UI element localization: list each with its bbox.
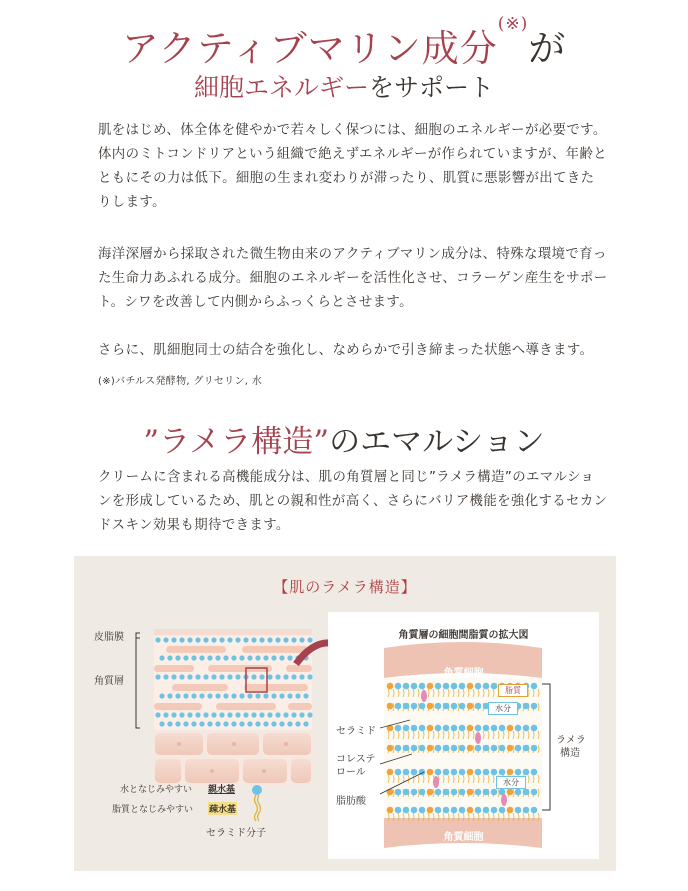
zoom-view — [328, 612, 599, 859]
lipid-dot — [279, 655, 284, 660]
cholesterol-molecule — [433, 776, 439, 788]
lipid-head — [387, 683, 394, 690]
skin-illustration — [74, 556, 328, 871]
lipid-head — [451, 807, 458, 814]
lipid-head — [443, 683, 450, 690]
lipid-head — [475, 703, 482, 710]
lipid-dot — [275, 674, 280, 679]
lipid-head — [435, 789, 442, 796]
zoom-title: 角質層の細胞間脂質の拡大図 — [398, 630, 529, 641]
lipid-head — [515, 725, 522, 732]
lipid-head — [451, 683, 458, 690]
lipid-dot — [259, 637, 264, 642]
lipid-dot — [219, 712, 224, 717]
lipid-head — [491, 683, 498, 690]
lipid-dot — [259, 712, 264, 717]
lipid-head — [523, 745, 530, 752]
lipid-dot — [231, 721, 236, 726]
cholesterol-molecule — [421, 690, 427, 702]
lipid-dot — [243, 712, 248, 717]
lipid-dot — [267, 637, 272, 642]
lipid-dot — [267, 674, 272, 679]
lipid-head — [523, 703, 530, 710]
lipid-head — [411, 683, 418, 690]
lipid-dot — [271, 721, 276, 726]
lipid-dot — [255, 655, 260, 660]
lipid-head — [467, 745, 474, 752]
label-cholesterol-2: ロール — [336, 767, 366, 778]
lipid-head — [523, 789, 530, 796]
lipid-dot — [235, 674, 240, 679]
diagram-title: 【肌のラメラ構造】 — [273, 578, 417, 596]
lipid-head — [507, 745, 514, 752]
lipid-dot — [191, 721, 196, 726]
lipid-dot — [191, 693, 196, 698]
lipid-dot — [211, 712, 216, 717]
lipid-head — [459, 745, 466, 752]
lipid-head — [411, 807, 418, 814]
title-main: アクティブマリン成分 — [121, 27, 498, 70]
lipid-head — [531, 789, 538, 796]
lipid-head — [427, 807, 434, 814]
lipid-head — [451, 703, 458, 710]
label-sebum: 皮脂膜 — [94, 632, 124, 643]
lipid-dot — [259, 674, 264, 679]
lipid-head — [459, 725, 466, 732]
lipid-head — [483, 725, 490, 732]
lipid-dot — [175, 655, 180, 660]
paragraph-1: 肌をはじめ、体全体を健やかで若々しく保つには、細胞のエネルギーが必要です。体内のミトコンドリアという組織で絶えずエネルギーが作られていますが、年齢とともにその力は低下。細胞の生まれ変わりが滞ったり、肌質に悪影響が出てきたりします。 — [98, 123, 608, 210]
lipid-head — [419, 683, 426, 690]
lipid-dot — [187, 637, 192, 642]
lipid-dot — [159, 721, 164, 726]
legend-hydrophobic-tag: 疎水基 — [208, 802, 237, 815]
lipid-dot — [279, 721, 284, 726]
lipid-dot — [227, 637, 232, 642]
footnote: (※)バチルス発酵物, グリセリン, 水 — [98, 376, 262, 387]
section2-title — [0, 416, 688, 461]
lipid-head — [515, 789, 522, 796]
lipid-dot — [171, 712, 176, 717]
lipid-head — [531, 769, 538, 776]
label-ceramide: セラミド — [336, 726, 376, 737]
lipid-dot — [167, 693, 172, 698]
lipid-head — [395, 745, 402, 752]
lipid-dot — [223, 693, 228, 698]
lipid-head — [531, 725, 538, 732]
lipid-dot — [167, 655, 172, 660]
lipid-head — [451, 725, 458, 732]
section2-title-highlight: ”ラメラ構造” — [143, 424, 330, 460]
lipid-dot — [215, 721, 220, 726]
lipid-dot — [159, 693, 164, 698]
label-fatty-acid: 脂肪酸 — [336, 796, 366, 807]
lipid-dot — [175, 693, 180, 698]
lipid-head — [483, 789, 490, 796]
lipid-head — [467, 789, 474, 796]
lipid-head — [475, 745, 482, 752]
lipid-head — [435, 725, 442, 732]
lipid-dot — [183, 721, 188, 726]
lipid-head — [531, 745, 538, 752]
lipid-head — [475, 725, 482, 732]
lipid-head — [507, 769, 514, 776]
lipid-head — [403, 807, 410, 814]
lipid-dot — [291, 712, 296, 717]
lipid-dot — [211, 674, 216, 679]
lipid-dot — [199, 693, 204, 698]
section1-title — [0, 14, 688, 72]
lipid-dot — [303, 721, 308, 726]
lipid-dot — [239, 693, 244, 698]
label-stratum: 角質層 — [94, 676, 124, 687]
lipid-dot — [207, 693, 212, 698]
lipid-head — [531, 703, 538, 710]
lipid-head — [531, 683, 538, 690]
lipid-head — [395, 789, 402, 796]
cell-bottom-label: 角質細胞 — [443, 832, 484, 843]
lipid-dot — [163, 637, 168, 642]
lipid-head — [435, 745, 442, 752]
lipid-dot — [195, 637, 200, 642]
lipid-head — [435, 807, 442, 814]
lipid-head — [419, 745, 426, 752]
lipid-head — [499, 769, 506, 776]
lipid-dot — [163, 712, 168, 717]
lipid-head — [435, 703, 442, 710]
lipid-head — [427, 769, 434, 776]
lipid-dot — [215, 693, 220, 698]
lipid-head — [403, 725, 410, 732]
lipid-head — [443, 807, 450, 814]
lipid-head — [459, 789, 466, 796]
lipid-head — [483, 683, 490, 690]
lipid-head — [387, 745, 394, 752]
lipid-dot — [167, 721, 172, 726]
lipid-head — [491, 769, 498, 776]
section1-subtitle — [0, 68, 688, 104]
title-footnote-mark: (※) — [497, 14, 529, 34]
lipid-dot — [263, 721, 268, 726]
lipid-dot — [291, 674, 296, 679]
lipid-dot — [219, 637, 224, 642]
lipid-head — [395, 725, 402, 732]
lipid-dot — [267, 712, 272, 717]
label-cholesterol-1: コレステ — [336, 754, 376, 765]
lipid-head — [451, 789, 458, 796]
lipid-dot — [227, 712, 232, 717]
stratum-bracket — [136, 638, 140, 728]
lipid-head — [459, 807, 466, 814]
lipid-head — [499, 807, 506, 814]
lipid-dot — [239, 721, 244, 726]
legend-water-text: 水となじみやすい — [120, 785, 193, 795]
lipid-head — [459, 683, 466, 690]
lipid-dot — [199, 721, 204, 726]
lipid-dot — [247, 655, 252, 660]
lipid-head — [387, 807, 394, 814]
lipid-dot — [215, 655, 220, 660]
lipid-dot — [203, 674, 208, 679]
lipid-head — [523, 769, 530, 776]
lipid-dot — [211, 637, 216, 642]
lipid-head — [451, 769, 458, 776]
paragraph-2: 海洋深層から採取された微生物由来のアクティブマリン成分は、特殊な環境で育った生命力あふれる成分。細胞のエネルギーを活性化させ、コラーゲン産生をサポート。シワを改善して内側からふっくらとさせます。 — [98, 247, 608, 310]
lipid-dot — [299, 712, 304, 717]
lipid-dot — [303, 693, 308, 698]
lipid-head — [403, 745, 410, 752]
lipid-head — [411, 725, 418, 732]
lipid-dot — [199, 655, 204, 660]
lipid-head — [395, 703, 402, 710]
lipid-dot — [295, 693, 300, 698]
lipid-head — [475, 789, 482, 796]
lipid-dot — [291, 637, 296, 642]
tag-lipid-1: 脂質 — [498, 684, 528, 697]
lipid-dot — [223, 655, 228, 660]
lipid-head — [387, 789, 394, 796]
paragraph-4: クリームに含まれる高機能成分は、肌の角質層と同じ”ラメラ構造”のエマルションを形成しているため、肌との親和性が高く、さらにバリア機能を強化するセカンドスキン効果も期待できます。 — [98, 470, 608, 533]
lipid-head — [419, 703, 426, 710]
lipid-head — [515, 769, 522, 776]
lipid-head — [403, 789, 410, 796]
lipid-dot — [287, 693, 292, 698]
lipid-dot — [283, 637, 288, 642]
subtitle-highlight: 細胞エネルギー — [193, 73, 369, 102]
lipid-dot — [307, 674, 312, 679]
lipid-head — [491, 807, 498, 814]
lipid-dot — [299, 674, 304, 679]
lipid-head — [435, 683, 442, 690]
lipid-head — [499, 725, 506, 732]
lipid-head — [467, 807, 474, 814]
lipid-dot — [295, 721, 300, 726]
lipid-dot — [227, 674, 232, 679]
lipid-dot — [231, 693, 236, 698]
lipid-head — [467, 703, 474, 710]
lipid-head — [491, 725, 498, 732]
lipid-head — [411, 789, 418, 796]
lipid-dot — [239, 655, 244, 660]
lipid-dot — [307, 712, 312, 717]
lipid-head — [475, 807, 482, 814]
lipid-head — [467, 683, 474, 690]
lipid-head — [443, 789, 450, 796]
lipid-head — [531, 807, 538, 814]
cell-top-label: 角質細胞 — [443, 668, 484, 679]
lipid-dot — [183, 693, 188, 698]
lipid-dot — [287, 655, 292, 660]
label-lamellar-1: ラメラ — [556, 735, 586, 746]
lipid-head — [515, 807, 522, 814]
lipid-dot — [299, 637, 304, 642]
lipid-dot — [275, 637, 280, 642]
lipid-head — [395, 769, 402, 776]
lipid-head — [387, 769, 394, 776]
lipid-head — [443, 745, 450, 752]
lipid-dot — [251, 712, 256, 717]
lipid-head — [483, 769, 490, 776]
lipid-dot — [219, 674, 224, 679]
lipid-dot — [251, 674, 256, 679]
lipid-dot — [155, 637, 160, 642]
lipid-head — [491, 745, 498, 752]
lipid-dot — [171, 674, 176, 679]
lipid-dot — [287, 721, 292, 726]
lipid-head — [411, 745, 418, 752]
lipid-dot — [235, 637, 240, 642]
paragraph-3: さらに、肌細胞同士の結合を強化し、なめらかで引き締まった状態へ導きます。 — [98, 343, 594, 358]
lipid-head — [523, 807, 530, 814]
lipid-head — [499, 745, 506, 752]
lipid-dot — [159, 655, 164, 660]
cholesterol-molecule — [501, 794, 507, 806]
lipid-dot — [223, 721, 228, 726]
lipid-dot — [255, 721, 260, 726]
lipid-head — [411, 769, 418, 776]
lipid-head — [483, 745, 490, 752]
lipid-dot — [183, 655, 188, 660]
sebum-membrane — [154, 629, 312, 635]
lipid-dot — [155, 712, 160, 717]
legend-hydrophilic-tag: 親水基 — [208, 785, 236, 795]
lipid-dot — [175, 721, 180, 726]
cholesterol-molecule — [475, 732, 481, 744]
lipid-head — [427, 703, 434, 710]
lipid-dot — [163, 674, 168, 679]
label-lamellar-2: 構造 — [560, 748, 580, 759]
lipid-dot — [271, 693, 276, 698]
lipid-head — [507, 789, 514, 796]
lipid-dot — [275, 712, 280, 717]
lipid-dot — [195, 712, 200, 717]
lipid-head — [467, 725, 474, 732]
lipid-head — [427, 683, 434, 690]
lipid-dot — [179, 637, 184, 642]
lipid-dot — [187, 712, 192, 717]
lipid-head — [427, 725, 434, 732]
lipid-head — [467, 769, 474, 776]
lipid-dot — [231, 655, 236, 660]
lipid-head — [435, 769, 442, 776]
lipid-dot — [203, 637, 208, 642]
lipid-dot — [247, 721, 252, 726]
lipid-head — [419, 725, 426, 732]
lipid-head — [387, 703, 394, 710]
lipid-head — [411, 703, 418, 710]
lipid-dot — [255, 693, 260, 698]
hydrophilic-head — [252, 785, 262, 795]
lipid-dot — [283, 712, 288, 717]
lipid-dot — [207, 655, 212, 660]
lipid-head — [507, 807, 514, 814]
lipid-dot — [195, 674, 200, 679]
lipid-dot — [251, 637, 256, 642]
lipid-dot — [179, 674, 184, 679]
lipid-head — [483, 807, 490, 814]
lipid-dot — [155, 674, 160, 679]
subtitle-rest: をサポート — [369, 73, 495, 102]
title-suffix: が — [528, 27, 567, 70]
lipid-dot — [187, 674, 192, 679]
lipid-head — [427, 789, 434, 796]
lipid-head — [403, 683, 410, 690]
lipid-dot — [283, 674, 288, 679]
lipid-dot — [235, 712, 240, 717]
lamellar-bracket — [542, 684, 550, 810]
lipid-dot — [203, 712, 208, 717]
lipid-head — [475, 683, 482, 690]
lipid-head — [459, 769, 466, 776]
lamellar-diagram-panel — [74, 556, 616, 871]
section2-title-rest: のエマルション — [329, 424, 545, 460]
lipid-dot — [247, 693, 252, 698]
legend-molecule-label: セラミド分子 — [206, 828, 266, 839]
lipid-dot — [179, 712, 184, 717]
lipid-head — [507, 725, 514, 732]
lipid-head — [403, 703, 410, 710]
lipid-head — [395, 807, 402, 814]
tag-water-2: 水分 — [496, 776, 526, 789]
lipid-head — [443, 769, 450, 776]
lipid-head — [419, 807, 426, 814]
lipid-head — [475, 769, 482, 776]
lipid-head — [451, 745, 458, 752]
lipid-head — [419, 789, 426, 796]
lipid-dot — [307, 637, 312, 642]
lipid-head — [443, 725, 450, 732]
lipid-dot — [191, 655, 196, 660]
lipid-head — [515, 745, 522, 752]
lipid-dot — [263, 655, 268, 660]
lipid-head — [403, 769, 410, 776]
lipid-dot — [263, 693, 268, 698]
lipid-head — [427, 745, 434, 752]
lipid-head — [395, 683, 402, 690]
lipid-dot — [243, 637, 248, 642]
lipid-dot — [279, 693, 284, 698]
tag-water-1: 水分 — [488, 702, 518, 715]
legend-lipid-text: 脂質となじみやすい — [112, 805, 194, 815]
lipid-dot — [171, 637, 176, 642]
lipid-head — [459, 703, 466, 710]
lipid-dot — [207, 721, 212, 726]
lipid-head — [523, 725, 530, 732]
lipid-head — [443, 703, 450, 710]
lipid-dot — [271, 655, 276, 660]
lipid-head — [491, 789, 498, 796]
